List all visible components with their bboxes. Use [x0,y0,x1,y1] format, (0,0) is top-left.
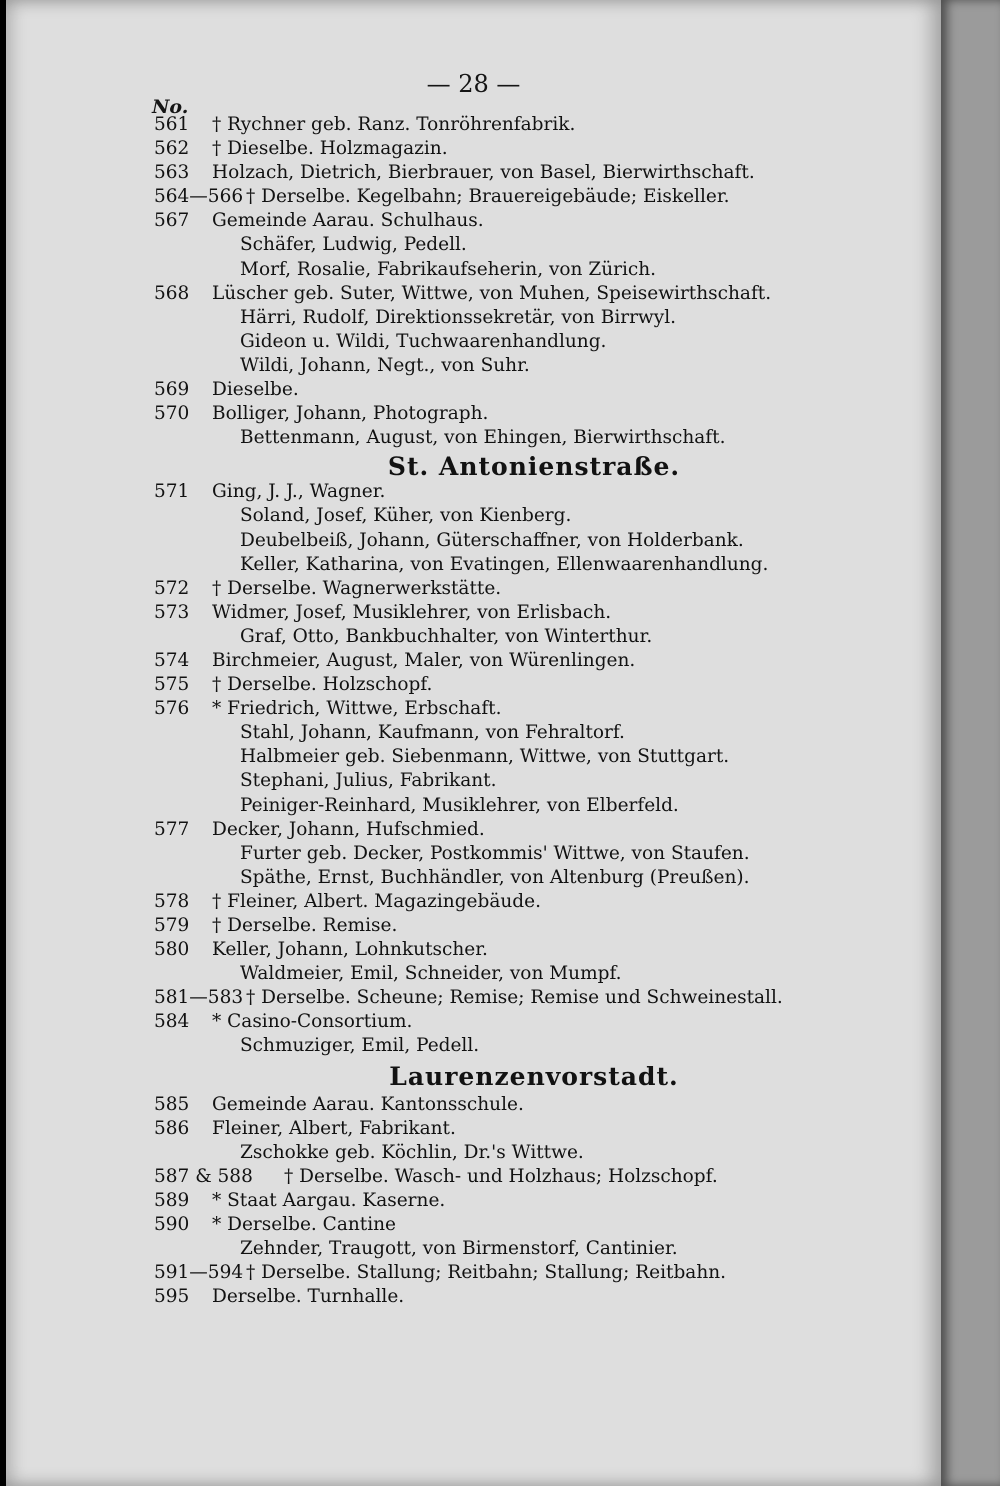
entry-line [154,577,914,601]
entry-text: † Derselbe. Remise. [212,915,398,936]
entry-line [154,1189,914,1213]
house-number: 590 [154,1214,190,1236]
entry-text: Stephani, Julius, Fabrikant. [240,770,497,792]
entry-line [154,378,914,402]
street-heading-text: Laurenzenvorstadt. [389,1061,679,1091]
entry-text: Wildi, Johann, Negt., von Suhr. [240,354,530,376]
street-heading-text: St. Antonienstraße. [387,452,681,482]
entry-text: Soland, Josef, Küher, von Kienberg. [240,505,572,527]
entry-text: Bettenmann, August, von Ehingen, Bierwirthschaft. [240,427,726,449]
entry-text: † Derselbe. Scheune; Remise; Remise und Schweinestall. [246,987,783,1009]
entry-line [154,794,914,818]
entry-text: † Derselbe. Kegelbahn; Brauereigebäude; Eiskeller. [246,186,730,208]
entry-line [154,745,914,769]
entry-line [154,480,914,504]
entry-text: Keller, Johann, Lohnkutscher. [212,939,488,961]
house-number: 564—566 [154,186,244,208]
entry-line [154,282,914,306]
entry-line [154,258,914,282]
house-number: 573 [154,601,190,623]
entry-text: Morf, Rosalie, Fabrikaufseherin, von Zürich. [240,258,657,280]
entry-line [154,553,914,577]
entry-text: Dieselbe. [212,379,299,401]
entry-text: Halbmeier geb. Siebenmann, Wittwe, von Stuttgart. [240,746,730,768]
entry-text: Späthe, Ernst, Buchhändler, von Altenburg (Preußen). [240,866,750,888]
entry-line [154,890,914,914]
entry-line [154,1237,914,1261]
house-number: 575 [154,674,190,696]
next-page-edge [941,0,1000,1486]
entry-text: † Derselbe. Holzschopf. [212,674,433,696]
house-number: 563 [154,162,190,184]
book-page [6,0,941,1486]
house-number: 584 [154,1011,190,1033]
entry-line [154,1165,914,1189]
entry-text: Birchmeier, August, Maler, von Würenlingen. [212,649,636,671]
entry-line [154,354,914,378]
entry-text: † Fleiner, Albert. Magazingebäude. [212,890,541,912]
entry-line [154,330,914,354]
entry-text: Fleiner, Albert, Fabrikant. [212,1117,456,1139]
directory-entries [154,113,914,1309]
entry-line [154,1213,914,1237]
entry-text: Schäfer, Ludwig, Pedell. [240,234,467,256]
entry-text: Peiniger-Reinhard, Musiklehrer, von Elberfeld. [240,794,679,816]
entry-text: * Derselbe. Cantine [212,1214,396,1236]
house-number: 587 & 588 [154,1165,253,1187]
house-number: 576 [154,698,190,720]
entry-text: Furter geb. Decker, Postkommis' Wittwe, von Staufen. [240,842,750,864]
column-label: No. [152,96,189,118]
entry-text: Holzach, Dietrich, Bierbrauer, von Basel, Bierwirthschaft. [212,162,755,184]
entry-line [154,625,914,649]
house-number: 574 [154,649,190,671]
entry-line [154,529,914,553]
house-number: 578 [154,890,190,912]
entry-text: Stahl, Johann, Kaufmann, von Fehraltorf. [240,722,625,744]
entry-line [154,842,914,866]
entry-line [154,209,914,233]
entry-text: Gideon u. Wildi, Tuchwaarenhandlung. [240,330,607,352]
entry-line [154,866,914,890]
entry-line [154,1285,914,1309]
entry-text: Waldmeier, Emil, Schneider, von Mumpf. [240,963,622,985]
entry-text: Graf, Otto, Bankbuchhalter, von Winterthur. [240,625,653,647]
entry-line [154,697,914,721]
house-number: 567 [154,210,190,232]
entry-line [154,1034,914,1058]
entry-text: Schmuziger, Emil, Pedell. [240,1035,480,1057]
house-number: 570 [154,403,190,425]
entry-text: Gemeinde Aarau. Schulhaus. [212,210,484,232]
entry-text: † Derselbe. Wasch- und Holzhaus; Holzschopf. [284,1165,718,1187]
entry-line [154,137,914,161]
entry-line [154,233,914,257]
entry-text: † Derselbe. Wagnerwerkstätte. [212,577,502,599]
entry-text: Derselbe. Turnhalle. [212,1286,405,1308]
house-number: 595 [154,1286,190,1308]
entry-line [154,185,914,209]
entry-text: Keller, Katharina, von Evatingen, Ellenwaarenhandlung. [240,553,769,575]
entry-line [154,1010,914,1034]
entry-line [154,1261,914,1285]
entry-text: * Casino-Consortium. [212,1011,413,1033]
house-number: 572 [154,577,190,599]
entry-text: Lüscher geb. Suter, Wittwe, von Muhen, Speisewirthschaft. [212,282,772,304]
entry-line [154,601,914,625]
entry-line [154,818,914,842]
entry-line [154,161,914,185]
house-number: 581—583 [154,987,244,1009]
street-heading [154,450,914,480]
house-number: 562 [154,138,190,160]
entry-text: Härri, Rudolf, Direktionssekretär, von Birrwyl. [240,306,677,328]
house-number: 586 [154,1117,190,1139]
entry-text: Widmer, Josef, Musiklehrer, von Erlisbach. [212,601,612,623]
entry-line [154,938,914,962]
entry-line [154,962,914,986]
entry-line [154,673,914,697]
house-number: 580 [154,939,190,961]
entry-text: † Rychner geb. Ranz. Tonröhrenfabrik. [212,114,576,135]
house-number: 568 [154,282,190,304]
entry-line [154,1093,914,1117]
house-number: 561 [154,114,190,135]
house-number: 579 [154,915,190,936]
entry-line [154,504,914,528]
entry-line [154,649,914,673]
entry-text: * Staat Aargau. Kaserne. [212,1189,446,1211]
house-number: 591—594 [154,1262,244,1284]
entry-line [154,721,914,745]
entry-text: Ging, J. J., Wagner. [212,481,386,503]
entry-text: Decker, Johann, Hufschmied. [212,818,485,840]
entry-text: † Dieselbe. Holzmagazin. [212,138,448,160]
entry-line [154,402,914,426]
entry-text: * Friedrich, Wittwe, Erbschaft. [212,698,502,720]
entry-line [154,914,914,938]
house-number: 577 [154,818,190,840]
entry-line [154,306,914,330]
entry-line [154,113,914,137]
entry-text: Zschokke geb. Köchlin, Dr.'s Wittwe. [240,1141,584,1163]
entry-text: Bolliger, Johann, Photograph. [212,403,489,425]
street-heading [154,1059,914,1093]
entry-line [154,426,914,450]
entry-line [154,1141,914,1165]
entry-line [154,769,914,793]
house-number: 571 [154,481,190,503]
entry-text: Gemeinde Aarau. Kantonsschule. [212,1093,524,1115]
entry-text: Zehnder, Traugott, von Birmenstorf, Cantinier. [240,1238,678,1260]
house-number: 569 [154,379,190,401]
entry-line [154,1117,914,1141]
house-number: 585 [154,1093,190,1115]
page-number: — 28 — [426,70,521,98]
entry-text: † Derselbe. Stallung; Reitbahn; Stallung; Reitbahn. [246,1262,727,1284]
entry-text: Deubelbeiß, Johann, Güterschaffner, von Holderbank. [240,529,744,551]
entry-line [154,986,914,1010]
house-number: 589 [154,1189,190,1211]
